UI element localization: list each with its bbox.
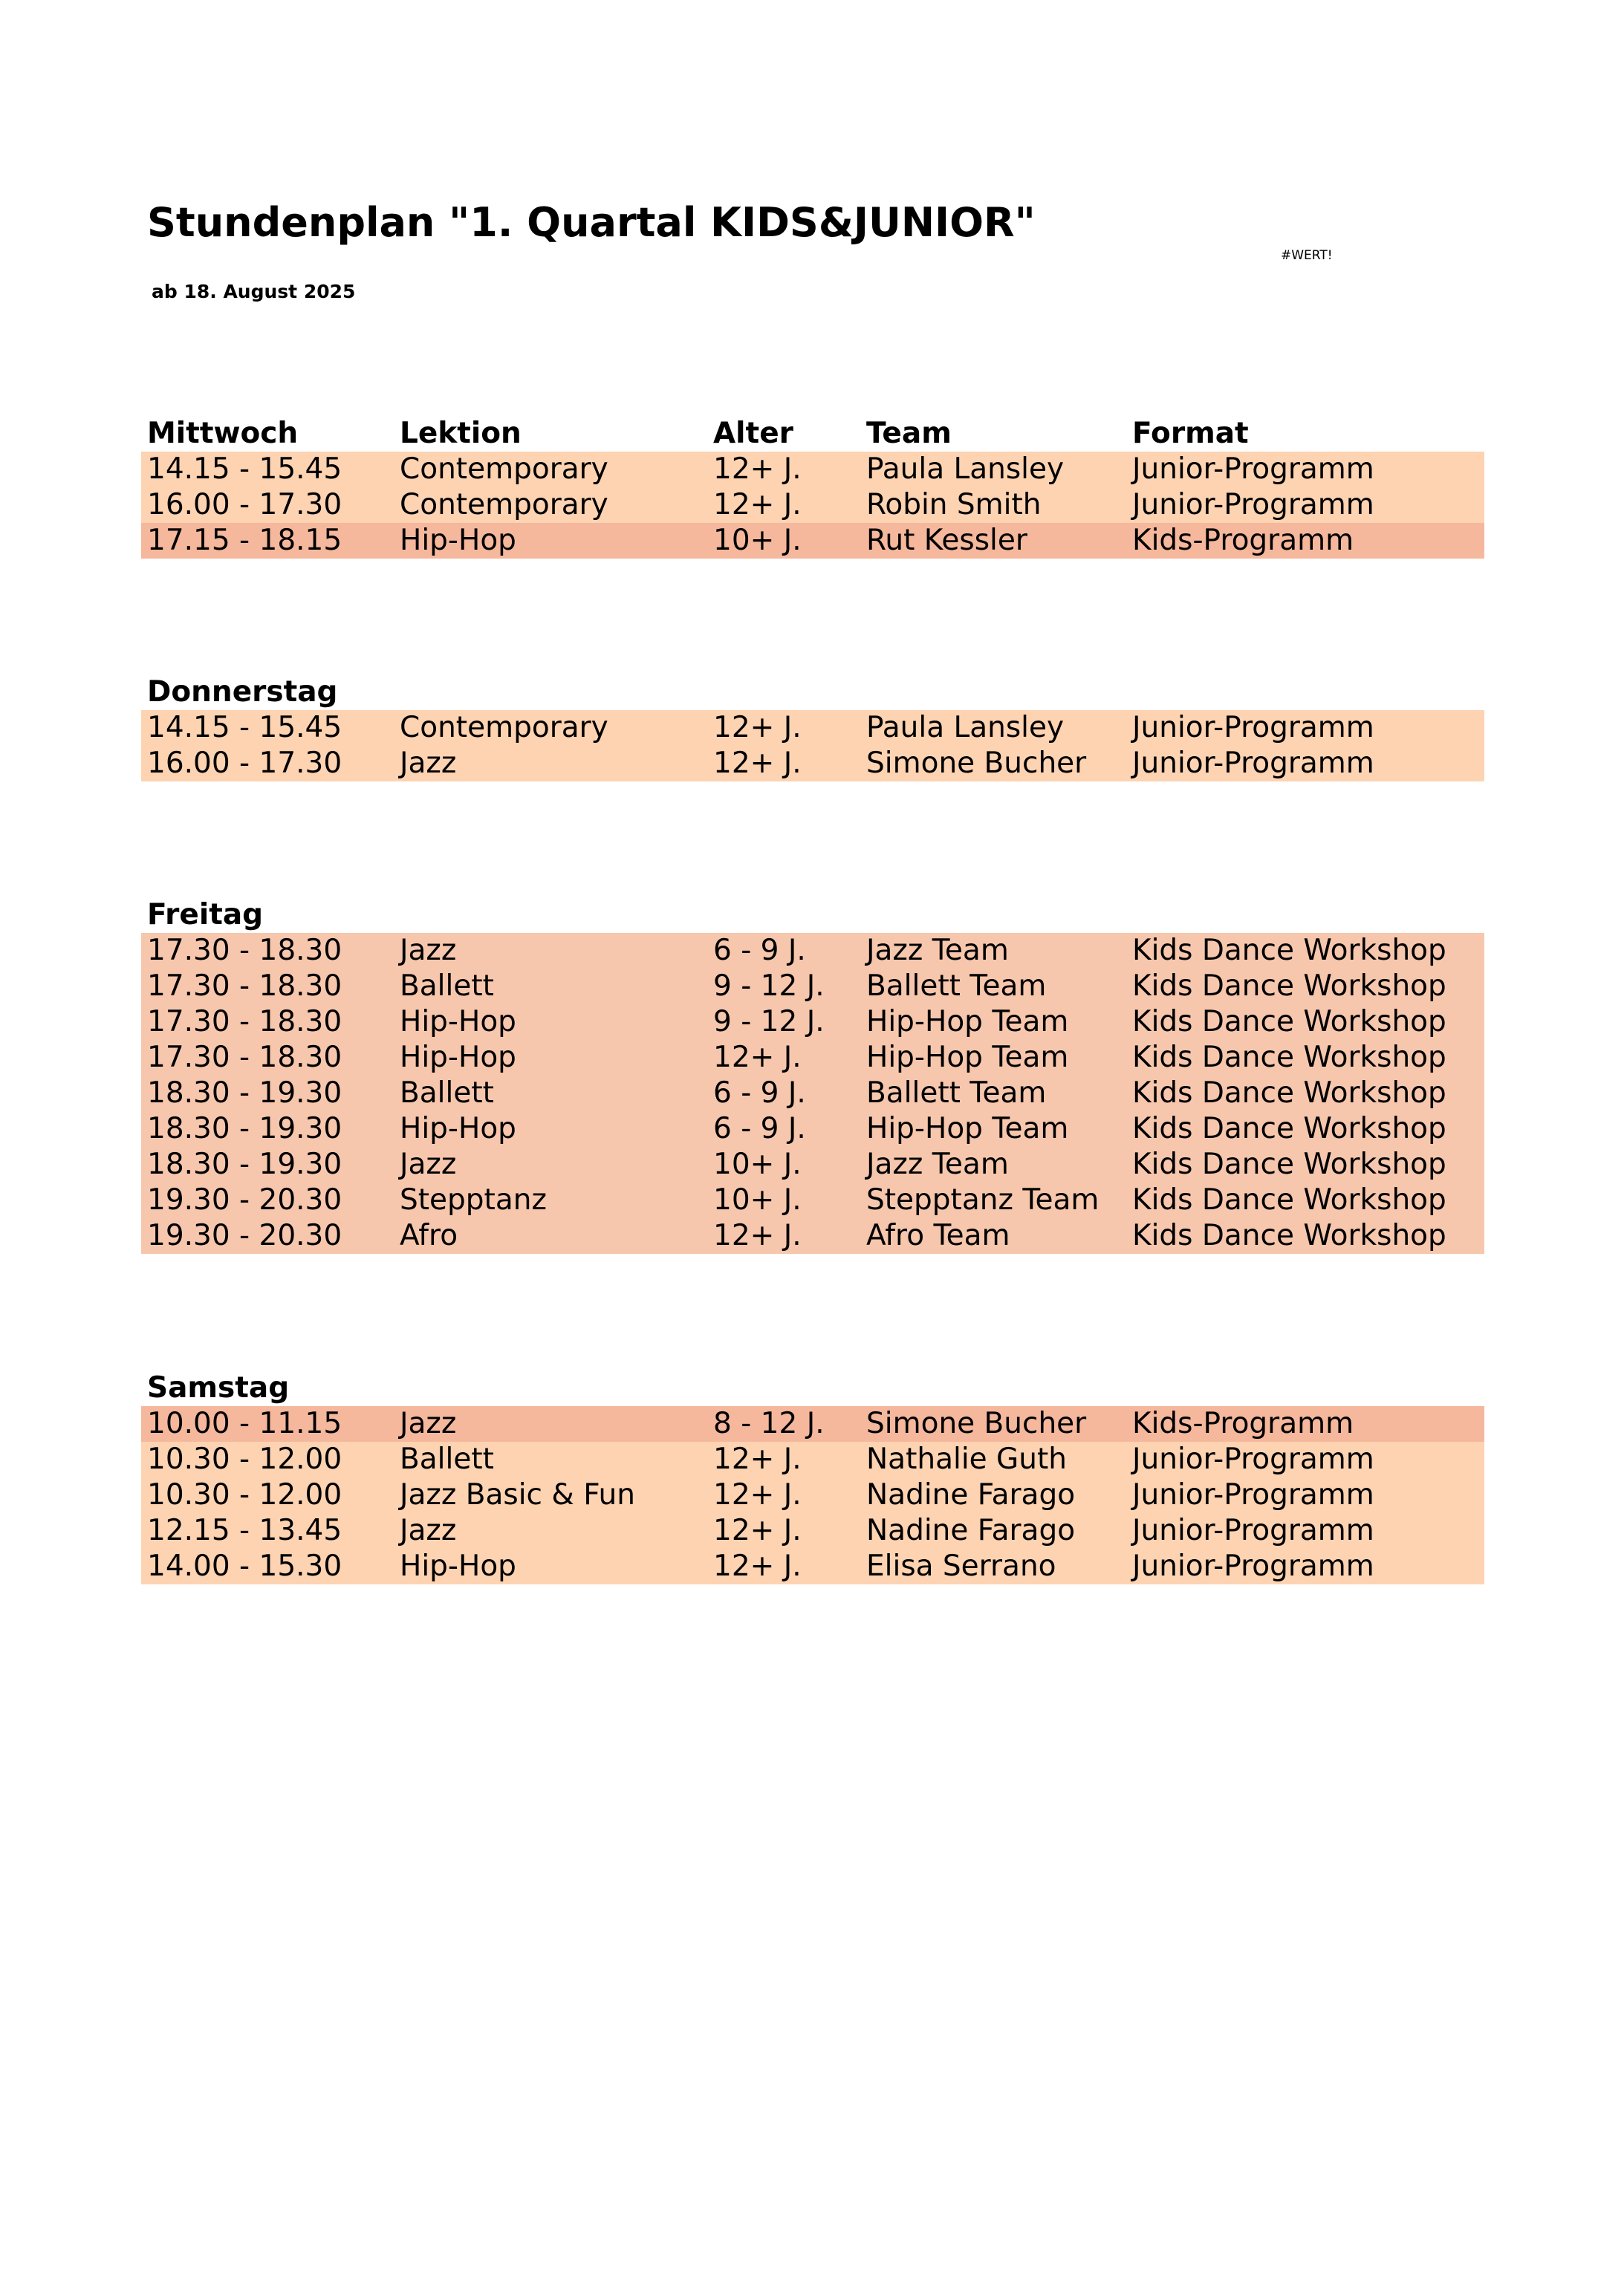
time-cell: 14.00 - 15.30 [147, 1549, 342, 1583]
column-header-alter: Alter [713, 417, 793, 450]
section-donnerstag [141, 674, 1484, 781]
section-mittwoch [141, 416, 1484, 559]
age-cell: 10+ J. [713, 1183, 802, 1217]
team-cell: Paula Lansley [866, 452, 1065, 486]
age-cell: 12+ J. [713, 452, 802, 486]
table-row [141, 1040, 1484, 1076]
time-cell: 14.15 - 15.45 [147, 452, 342, 486]
column-header-format: Format [1132, 417, 1249, 450]
format-cell: Junior-Programm [1132, 1478, 1374, 1512]
age-cell: 12+ J. [713, 1514, 802, 1547]
lesson-cell: Jazz [400, 1514, 457, 1547]
format-cell: Kids Dance Workshop [1132, 1005, 1446, 1038]
format-cell: Kids Dance Workshop [1132, 1041, 1446, 1074]
team-cell: Paula Lansley [866, 711, 1065, 744]
time-cell: 12.15 - 13.45 [147, 1514, 342, 1547]
team-cell: Jazz Team [866, 934, 1009, 967]
format-cell: Junior-Programm [1132, 1549, 1374, 1583]
lesson-cell: Afro [400, 1219, 458, 1252]
table-row [141, 1183, 1484, 1218]
table-row [141, 710, 1484, 746]
team-cell: Elisa Serrano [866, 1549, 1056, 1583]
day-heading: Mittwoch [147, 417, 299, 450]
team-cell: Simone Bucher [866, 747, 1087, 780]
section-freitag [141, 897, 1484, 1254]
format-cell: Kids-Programm [1132, 524, 1354, 557]
table-row [141, 1111, 1484, 1147]
lesson-cell: Hip-Hop [400, 1549, 516, 1583]
team-cell: Afro Team [866, 1219, 1010, 1252]
format-cell: Kids Dance Workshop [1132, 1112, 1446, 1145]
age-cell: 12+ J. [713, 1443, 802, 1476]
time-cell: 18.30 - 19.30 [147, 1076, 342, 1110]
start-date-subtitle: ab 18. August 2025 [152, 281, 356, 302]
table-row [141, 1147, 1484, 1183]
team-cell: Rut Kessler [866, 524, 1027, 557]
age-cell: 10+ J. [713, 524, 802, 557]
lesson-cell: Ballett [400, 1076, 494, 1110]
lesson-cell: Hip-Hop [400, 1041, 516, 1074]
team-cell: Jazz Team [866, 1148, 1009, 1181]
format-cell: Kids Dance Workshop [1132, 1076, 1446, 1110]
lesson-cell: Hip-Hop [400, 524, 516, 557]
format-cell: Junior-Programm [1132, 452, 1374, 486]
lesson-cell: Hip-Hop [400, 1005, 516, 1038]
team-cell: Nadine Farago [866, 1478, 1076, 1512]
time-cell: 10.30 - 12.00 [147, 1478, 342, 1512]
column-header-lektion: Lektion [400, 417, 522, 450]
age-cell: 12+ J. [713, 747, 802, 780]
table-row [141, 1004, 1484, 1040]
table-row [141, 1406, 1484, 1442]
section-samstag [141, 1370, 1484, 1584]
team-cell: Nadine Farago [866, 1514, 1076, 1547]
format-cell: Kids Dance Workshop [1132, 934, 1446, 967]
age-cell: 9 - 12 J. [713, 1005, 825, 1038]
day-heading: Samstag [147, 1371, 290, 1405]
time-cell: 18.30 - 19.30 [147, 1148, 342, 1181]
team-cell: Ballett Team [866, 969, 1047, 1003]
time-cell: 17.30 - 18.30 [147, 1041, 342, 1074]
format-cell: Junior-Programm [1132, 1443, 1374, 1476]
format-cell: Junior-Programm [1132, 488, 1374, 521]
age-cell: 6 - 9 J. [713, 1076, 806, 1110]
day-heading: Freitag [147, 898, 264, 931]
format-cell: Kids Dance Workshop [1132, 1148, 1446, 1181]
age-cell: 12+ J. [713, 1478, 802, 1512]
lesson-cell: Contemporary [400, 488, 608, 521]
time-cell: 17.30 - 18.30 [147, 969, 342, 1003]
team-cell: Stepptanz Team [866, 1183, 1100, 1217]
lesson-cell: Contemporary [400, 452, 608, 486]
page-title: Stundenplan "1. Quartal KIDS&JUNIOR" [147, 199, 1036, 246]
team-cell: Nathalie Guth [866, 1443, 1067, 1476]
lesson-cell: Jazz Basic & Fun [400, 1478, 635, 1512]
lesson-cell: Jazz [400, 1407, 457, 1440]
team-cell: Ballett Team [866, 1076, 1047, 1110]
lesson-cell: Jazz [400, 1148, 457, 1181]
table-row [141, 933, 1484, 969]
time-cell: 10.30 - 12.00 [147, 1443, 342, 1476]
format-cell: Kids Dance Workshop [1132, 1183, 1446, 1217]
lesson-cell: Jazz [400, 747, 457, 780]
format-cell: Kids Dance Workshop [1132, 1219, 1446, 1252]
lesson-cell: Jazz [400, 934, 457, 967]
format-cell: Junior-Programm [1132, 1514, 1374, 1547]
age-cell: 12+ J. [713, 1549, 802, 1583]
time-cell: 17.30 - 18.30 [147, 1005, 342, 1038]
day-heading-row [141, 897, 1484, 933]
table-row [141, 1218, 1484, 1254]
time-cell: 19.30 - 20.30 [147, 1183, 342, 1217]
team-cell: Hip-Hop Team [866, 1112, 1069, 1145]
time-cell: 17.30 - 18.30 [147, 934, 342, 967]
age-cell: 6 - 9 J. [713, 934, 806, 967]
age-cell: 12+ J. [713, 1041, 802, 1074]
lesson-cell: Contemporary [400, 711, 608, 744]
time-cell: 19.30 - 20.30 [147, 1219, 342, 1252]
time-cell: 14.15 - 15.45 [147, 711, 342, 744]
team-cell: Simone Bucher [866, 1407, 1087, 1440]
lesson-cell: Ballett [400, 1443, 494, 1476]
table-row [141, 969, 1484, 1004]
age-cell: 9 - 12 J. [713, 969, 825, 1003]
table-row [141, 1513, 1484, 1549]
team-cell: Hip-Hop Team [866, 1041, 1069, 1074]
table-row [141, 1442, 1484, 1477]
day-heading: Donnerstag [147, 675, 338, 709]
column-header-row [141, 416, 1484, 452]
table-row [141, 1477, 1484, 1513]
table-row [141, 487, 1484, 523]
table-row [141, 452, 1484, 487]
format-cell: Junior-Programm [1132, 747, 1374, 780]
table-row [141, 746, 1484, 781]
table-row [141, 523, 1484, 559]
column-header-team: Team [866, 417, 952, 450]
age-cell: 6 - 9 J. [713, 1112, 806, 1145]
age-cell: 10+ J. [713, 1148, 802, 1181]
time-cell: 16.00 - 17.30 [147, 747, 342, 780]
age-cell: 12+ J. [713, 1219, 802, 1252]
age-cell: 8 - 12 J. [713, 1407, 825, 1440]
lesson-cell: Stepptanz [400, 1183, 547, 1217]
team-cell: Hip-Hop Team [866, 1005, 1069, 1038]
age-cell: 12+ J. [713, 488, 802, 521]
time-cell: 17.15 - 18.15 [147, 524, 342, 557]
lesson-cell: Hip-Hop [400, 1112, 516, 1145]
format-cell: Junior-Programm [1132, 711, 1374, 744]
age-cell: 12+ J. [713, 711, 802, 744]
day-heading-row [141, 674, 1484, 710]
lesson-cell: Ballett [400, 969, 494, 1003]
team-cell: Robin Smith [866, 488, 1042, 521]
table-row [141, 1076, 1484, 1111]
format-cell: Kids-Programm [1132, 1407, 1354, 1440]
day-heading-row [141, 1370, 1484, 1406]
time-cell: 16.00 - 17.30 [147, 488, 342, 521]
table-row [141, 1549, 1484, 1584]
error-value-cell: #WERT! [1281, 248, 1333, 263]
format-cell: Kids Dance Workshop [1132, 969, 1446, 1003]
time-cell: 10.00 - 11.15 [147, 1407, 342, 1440]
time-cell: 18.30 - 19.30 [147, 1112, 342, 1145]
